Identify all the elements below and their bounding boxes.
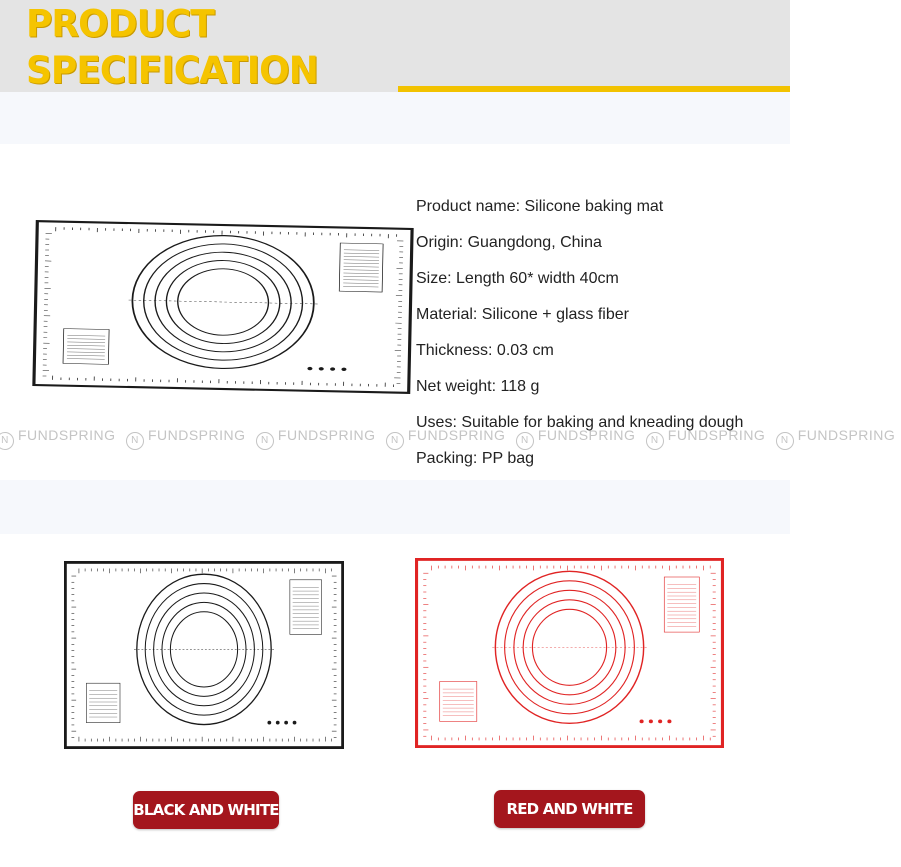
title-line-1: PRODUCT [26,3,214,47]
spec-net-weight: Net weight: 118 g [416,378,540,395]
watermark-item: N FUNDSPRING [386,424,506,450]
watermark-item: N FUNDSPRING [646,424,766,450]
watermark-item: N FUNDSPRING [0,424,116,450]
mat-border [34,221,412,393]
brand-logo-icon: N [646,432,664,450]
spec-material: Material: Silicone + glass fiber [416,306,629,323]
top-band [0,92,790,144]
spec-packing: Packing: PP bag [416,450,535,467]
page-title [26,2,326,94]
watermark-strip [0,424,896,446]
product-image-main [32,220,413,394]
watermark-item: N FUNDSPRING [256,424,376,450]
spec-size: Size: Length 60* width 40cm [416,270,619,287]
spec-uses: Uses: Suitable for baking and kneading dough [416,414,744,431]
mat-border [417,559,723,746]
watermark-item: N FUNDSPRING [126,424,246,450]
brand-logo-icon: N [516,432,534,450]
red-and-white-label[interactable]: RED AND WHITE [494,790,645,828]
brand-logo-icon: N [386,432,404,450]
mat-border [65,562,342,747]
watermark-item: N FUNDSPRING [776,424,896,450]
baking-mat-drawing [32,220,413,394]
baking-mat-drawing [415,558,724,748]
spec-origin: Origin: Guangdong, China [416,234,602,251]
watermark-item: N FUNDSPRING [516,424,636,450]
brand-logo-icon: N [776,432,794,450]
brand-logo-icon: N [126,432,144,450]
brand-logo-icon: N [0,432,14,450]
title-line-2: SPECIFICATION [26,49,318,93]
spec-thickness: Thickness: 0.03 cm [416,342,554,359]
black-and-white-label[interactable]: BLACK AND WHITE [133,791,279,829]
brand-logo-icon: N [256,432,274,450]
product-image-black-white [64,561,344,749]
product-image-red-white [415,558,724,748]
spec-product-name: Product name: Silicone baking mat [416,198,664,215]
header [0,0,790,92]
baking-mat-drawing [64,561,344,749]
middle-band [0,480,790,534]
